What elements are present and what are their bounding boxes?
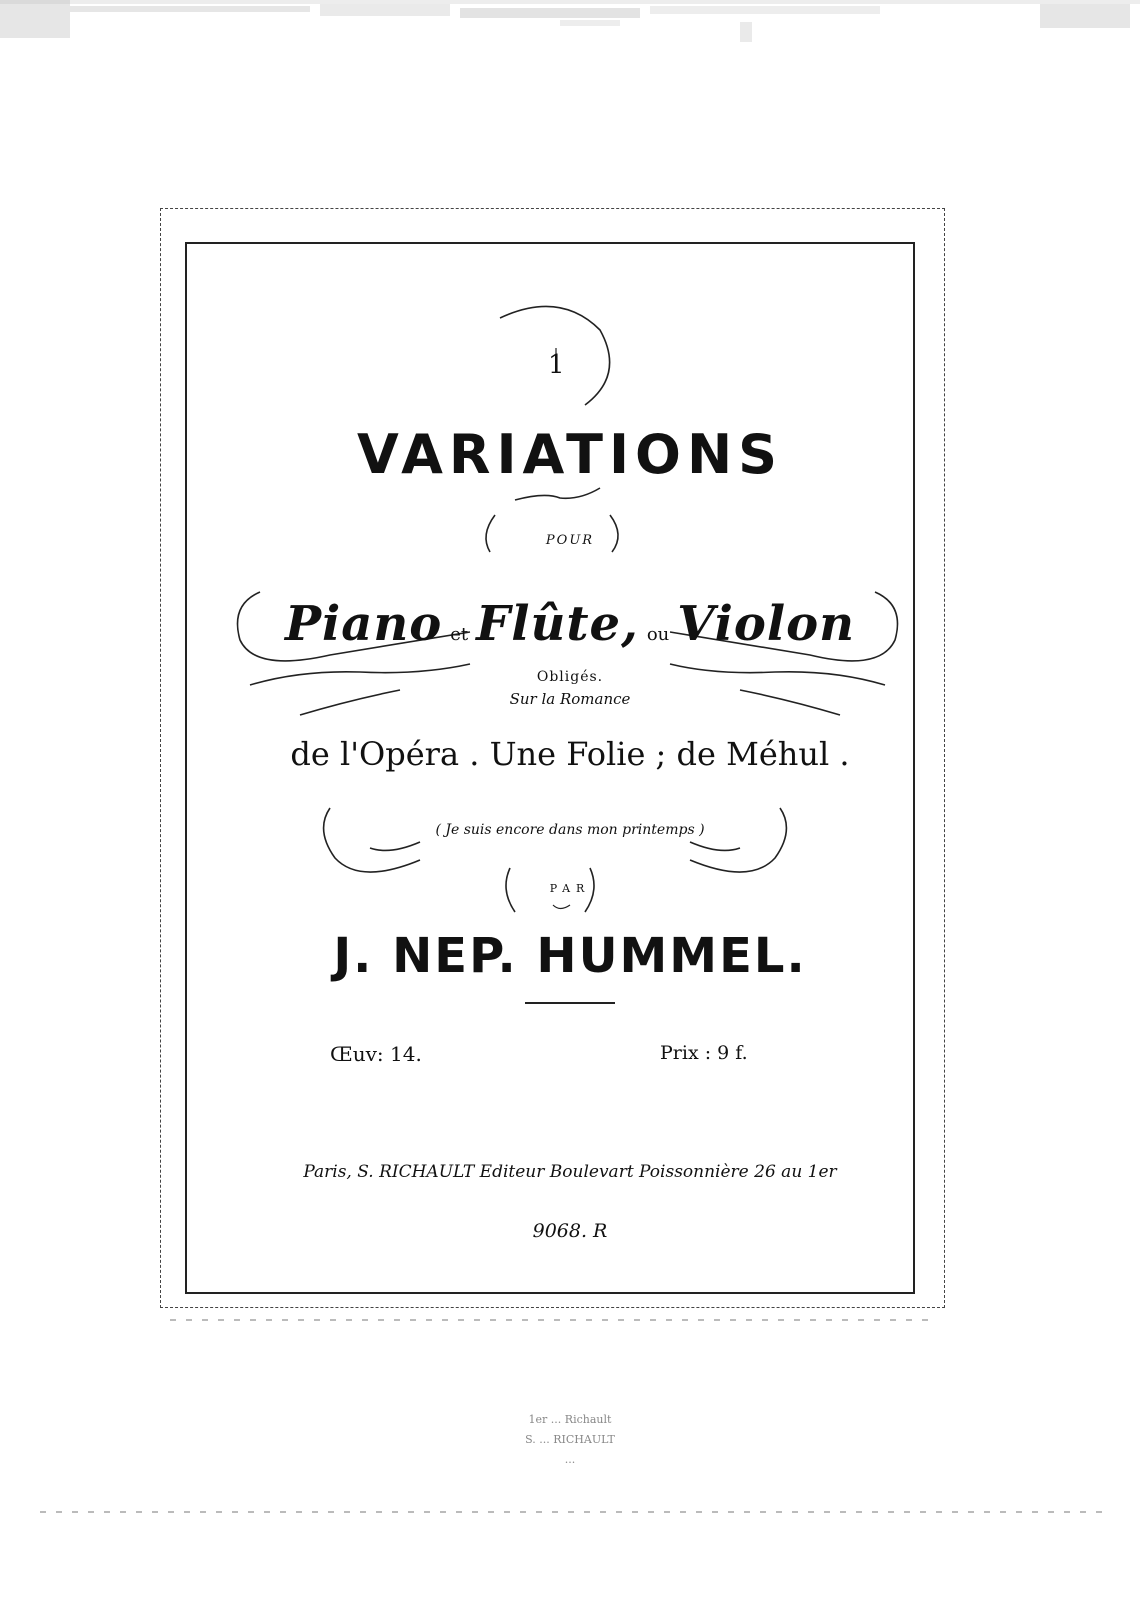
conjunction-ou: ou [646,624,670,645]
composer-name: J. NEP. HUMMEL. [333,928,807,984]
par-label: PAR [549,882,591,895]
price: Prix : 9 f. [660,1042,748,1064]
opera-line: de l'Opéra . Une Folie ; de Méhul . [290,735,850,773]
volume-numeral: 1 [548,350,565,380]
conjunction-et: et [450,624,469,645]
plate-number: 9068. R [532,1220,608,1242]
instrument-violon: Violon [677,596,856,652]
title: VARIATIONS [356,423,784,486]
romance-label: Sur la Romance [509,690,631,708]
pour-label: POUR [545,533,595,548]
instrument-piano: Piano [284,596,443,652]
instrumentation [0,596,1140,652]
instrument-flute: Flûte, [476,596,639,652]
publisher-line: Paris, S. RICHAULT Editeur Boulevart Poissonnière 26 au 1er [303,1162,837,1182]
library-stamp [470,1410,670,1470]
stamp-line-1: 1er ... Richault [528,1413,612,1426]
stamp-line-2: S. ... RICHAULT [525,1433,615,1446]
opus-number: Œuv: 14. [330,1042,422,1066]
obliges-label: Obligés. [536,669,604,685]
romance-subtitle: ( Je suis encore dans mon printemps ) [435,822,705,838]
stamp-line-3: ... [564,1453,576,1466]
divider-rule [525,1002,615,1004]
